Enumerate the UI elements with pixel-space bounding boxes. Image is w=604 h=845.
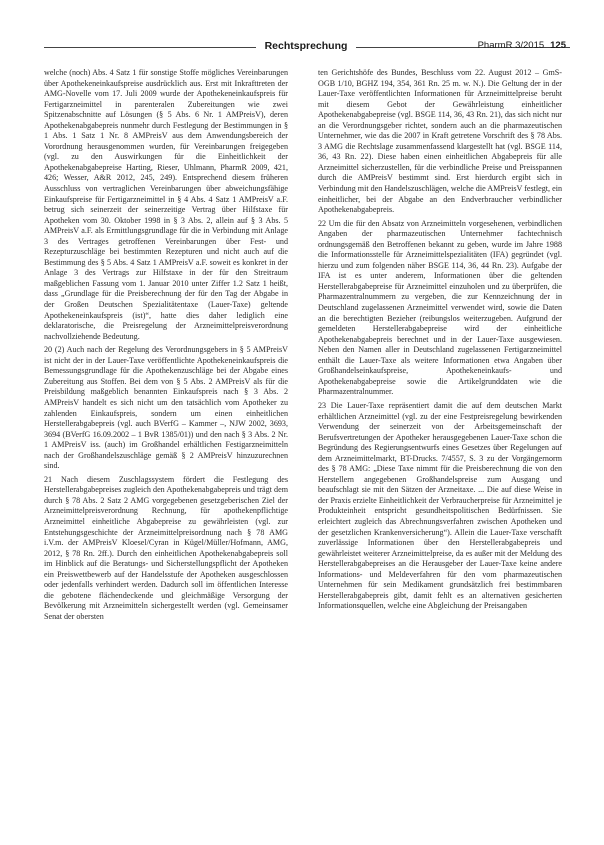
paragraph: 20 (2) Auch nach der Regelung des Verordnungsgebers in § 5 AMPreisV ist nicht der in der Lauer-Taxe veröffentlichte Apothekeneinkaufspreis die Bemessungsgrundlage für die Apothekenzuschläge bei der Abgabe eines Zubereitung aus Stoffen. Bei dem von § 5 Abs. 2 AMPreisV als für die Preisbildung maßgeblich benannten Einkaufspreis nach § 3 Abs. 2 AMPreisV handelt es sich nicht um den tatsächlich vom Apotheker zu zahlenden Einkaufspreis, sondern um einen einheitlichen Herstellerabgabepreis (vgl. auch BVerfG – Kammer –, NJW 2002, 3693, 3694 (BVerfG 16.09.2002 – 1 BvR 1385/01)) und den nach § 3 Abs. 2 Nr. 1 AMPreisV iss. (auch) im Großhandel erhältlichen Festigarzneimitteln nach der Großhandelszuschläge gemäß § 2 AMPreisV hinzuzurechnen sind. <box>44 345 288 471</box>
page-header <box>0 0 604 56</box>
paragraph: 22 Um die für den Absatz von Arzneimitteln vorgesehenen, verbindlichen Angaben der pharmazeutischen Unternehmer fachtechnisch ordnungsgemäß den Betroffenen bekannt zu geben, wurde im Jahre 1988 die Informationsstelle für Arzneimittelspezialitäten (IFA) gegründet (vgl. hierzu und zum folgenden näher BSGE 114, 36, 44 Rn. 23). Aufgabe der IFA ist es unter anderem, Informationen über die geltenden Herstellerabgabepreise für Arzneimittel einzuholen und zu überprüfen, die Pharmazentralnummern zu vergeben, die zur Kennzeichnung der in Deutschland zugelassenen Arzneimittel verwendet wird, sowie die Daten an die berechtigten Bezieher (reibungslos weiterzugeben. Aufgrund der gemeldeten Herstellerabgabepreise wird der einheitliche Apothekenabgabepreis berechnet und in der Lauer-Taxe ausgewiesen. Neben den Namen aller in Deutschland zugelassenen Fertigarzneimittel enthält die Lauer-Taxe als weitere Informationen etwa Angaben über Großhandelseinkaufspreise, Apothekeneinkaufs- und Apothekenabgabepreise sowie die Artikelgrunddaten wie die Pharmazentralnummer. <box>318 218 562 397</box>
journal-citation <box>478 38 566 54</box>
section-title: Rechtsprechung <box>256 38 356 54</box>
paragraph: 21 Nach diesem Zuschlagssystem fördert die Festlegung des Herstellerabgabepreises zugleich den Apothekenabgabepreis und trägt dem durch § 78 Abs. 2 Satz 2 AMG vorgegebenen gesetzgeberischen Ziel der Arzneimittelpreisverordnung Rechnung, für apothekenpflichtige Arzneimittel einheitliche Abgabepreise zu gewährleisten (vgl. zur Entstehungsgeschichte der Arzneimittelpreisordnung nach § 78 AMG i.V.m. der AMPreisV Kloesel/Cyran in Kügel/Müller/Hofmann, AMG, 2012, § 78 Rn. 2ff.). Durch den einheitlichen Apothekenabgabepreis soll im Hinblick auf die Beratungs- und Sicherstellungspflicht der Apotheken ein Preiswettbewerb auf der Handelsstufe der Apotheken ausgeschlossen oder jedenfalls verhindert werden. Dadurch soll im öffentlichen Interesse die gebotene flächendeckende und gleichmäßige Versorgung der Bevölkerung mit Arzneimitteln sichergestellt werden (vgl. Gemeinsamer Senat der obersten <box>44 474 288 621</box>
left-column <box>44 68 288 625</box>
right-column <box>318 68 562 615</box>
paragraph: 23 Die Lauer-Taxe repräsentiert damit die auf dem deutschen Markt erhältlichen Arzneimittel (vgl. zu der eine Festpreisregelung bewirkenden Verwendung der seinerzeit von der Arbeitsgemeinschaft der Berufsvertretungen der Apotheker herausgegebenen Lauer-Taxe schon die Begründung des Regierungsentwurfs eines Gesetzes über Regelungen auf dem Arzneimittelmarkt, BT-Drucks. 7/4557, S. 3 zu der Vorgängernorm des § 78 AMG: „Diese Taxe nimmt für die Preisberechnung die von den Herstellern angegebenen Großhandelspreise zum Ausgang und beaufschlagt sie mit den Sätzen der Arzneitaxe. ... Die auf diese Weise in der Praxis erzielte Einheitlichkeit der Verbraucherpreise für Arzneimittel je Produkteinheit entspricht gesundheitspolitischen Bedürfnissen. Sie erleichtert zugleich das Abrechnungsverfahren zwischen Apotheken und der gesetzlichen Krankenversicherung“). Allein die Lauer-Taxe verschafft zuverlässige Informationen über den Herstellerabgabepreis und gewährleistet weiterer Arzneimittelpreise, da es außer mit der Meldung des Herstellerabgabepreises an die Herausgeber der Lauer-Taxe keine andere Informations- und Meldeverfahren für den vom pharmazeutischen Unternehmen für sein Medikament grundsätzlich frei bestimmbaren Herstellerabgabepreis gibt, damit fehlt es an alternativen gesicherten Informationsquellen, welche eine Abgleichung der Preisangaben <box>318 400 562 611</box>
journal-issue: PharmR 3/2015 <box>477 40 545 51</box>
paragraph: welche (noch) Abs. 4 Satz 1 für sonstige Stoffe mögliches Vereinbarungen über Apothekeneinkaufspreise ausdrücklich aus. Erst mit Inkrafttreten der AMG-Novelle vom 17. Juli 2009 wurde der Apothekeneinkaufspreis für Fertigarzneimittel in parenteralen Zubereitungen wie zwei Spitzenabschnitte auf Lösungen (§ 5 Abs. 6 Nr. 1 AMPreisV), deren Apothekenabgabepreis nunmehr durch Festlegung der Bestimmungen in § 1 Abs. 1 Satz 1 Nr. 8 AMPreisV aus dem Anwendungsbereich der Vorordnung herausgenommen wurden, für Vereinbarungen freigegeben (vgl. zu den Auswirkungen für die Einheitlichkeit der Apothekenabgabepreise Harting, Rieser, Uhlmann, PharmR 2009, 421, 426; Wesser, A&R 2012, 245, 249). Entsprechend diesem früheren Ausschluss von vertraglichen Vereinbarungen über abweichungsfähige Einkaufspreise für Fertigarzneimittel in § 4 Abs. 4 Satz 1 AMPreisV a.F. betrug sich seinerzeit der seinerzeitige Vertrag über Hilfstaxe für Apotheken vom 30. Oktober 1998 in § 3 Abs. 2, allein auf § 3 Abs. 5 AMPreisV a.F. als Ermittlungsgrundlage für die in Verbindung mit Anlage 3 des Vertrages getroffenen Vereinbarungen über Fest- und Rezepturzuschläge bei bestimmten Rezepturen und nicht auch auf die Bestimmung des § 5 Abs. 4 Satz 1 AMPreisV a.F. soweit es konkret in der Anlage 3 des Vertrags zur Hilfstaxe in der für den Streitraum maßgeblichen Fassung vom 1. Januar 2010 unter Ziffer 1.2 Satz 1 heißt, dass „Grundlage für die Preisberechnung der für den Tag der Abgabe in der Großen Deutschen Spezialitätentaxe (Lauer-Taxe) geltende Apothekeneinkaufspreis (ist)“, hatte dies daher lediglich eine deklaratorische, die Preisregelung der Arzneimittelpreisverordnung nachvollziehende Bedeutung. <box>44 68 288 341</box>
paragraph: ten Gerichtshöfe des Bundes, Beschluss vom 22. August 2012 – GmS-OGB 1/10, BGHZ 194, 354, 361 Rn. 25 m. w. N.). Die Geltung der in der Lauer-Taxe veröffentlichten Informationen für Arzneimittelpreise beruht mit diesem Gebot der Gewährleistung einheitlicher Apothekenabgabepreise (vgl. BSGE 114, 36, 43 Rn. 21), das sich nicht nur an die Verordnungsgeber richtet, sondern auch an die pharmazeutischen Unternehmer, wie das die 2007 in Kraft getretene Vorschrift des § 78 Abs. 3 AMG die Rechtslage zusammenfassend klargestellt hat (vgl. BSGE 114, 36, 43 Rn. 22). Diese haben einen einheitlichen Abgabepreis für alle Arzneimittel sicherzustellen, für die verbindliche Preise und Preisspannen durch die AMPreisV bestimmt sind. Erst hierdurch ergibt sich in Verbindung mit den Handelszuschlägen, welche die AMPreisV festlegt, ein einheitlicher, bei der Abgabe an den Endverbraucher verbindlicher Apothekenabgabepreis. <box>318 68 562 215</box>
page-number: 125 <box>550 40 566 51</box>
